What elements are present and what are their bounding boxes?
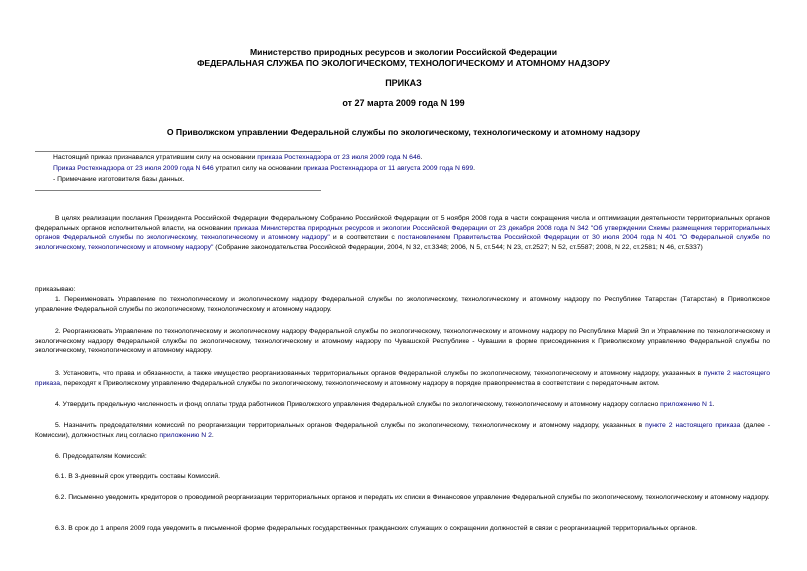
note-divider-top [35,151,321,152]
clause-text: , переходят к Приволжскому управлению Федеральной службы по экологическому, технологическому и атомному надзору в порядке правопреемства в соответствии с передаточным актом. [59,379,660,387]
note-link-order-699[interactable]: приказа Ростехнадзора от 11 августа 2009 года N 699 [303,165,474,172]
document-subject: О Приволжском управлении Федеральной службы по экологическому, технологическому и атомному надзору [166,127,641,137]
ministry-name: Министерство природных ресурсов и экологии Российской Федерации [250,47,557,57]
document-date: от 27 марта 2009 года N 199 [342,98,465,108]
clause-text: . [211,431,214,439]
link-clause-2-b[interactable]: пункте 2 настоящего приказа [645,422,741,429]
note-text: утратил силу на основании [213,165,304,172]
clause-6-1: 6.1. В 3-дневный срок утвердить составы Комиссий. [55,473,221,480]
clause-6: 6. Председателям Комиссий: [55,453,147,460]
note-line-1 [53,153,422,163]
note-divider-bottom [35,190,321,191]
note-link-order-646[interactable]: приказа Ростехнадзора от 23 июля 2009 года N 646 [257,154,421,161]
link-clause-2[interactable]: пункте 2 настоящего приказа [35,370,770,387]
clause-4 [35,400,770,410]
clause-text: . [712,401,715,408]
note-text: Настоящий приказ признавался утратившим силу на основании [53,154,258,161]
link-appendix-2[interactable]: приложению N 2 [159,431,212,439]
clause-3 [35,369,770,388]
note-punct: . [420,154,423,161]
clause-2: 2. Реорганизовать Управление по технологическому и экологическому надзору Федеральной службы по экологическому, технологическому и атомному надзору по Республике Марий Эл и Управление по технологическому и экологическому надзору Федеральной службы по экологическому, технологическому и атомному надзору по Чувашской Республике - Чувашии в форме присоединения к Приволжскому управлению Федеральной службы по экологическому, технологическому и атомному надзору. [35,328,770,354]
note-line-3: - Примечание изготовителя базы данных. [53,176,185,183]
intro-text: В целях реализации послания Президента Российской Федерации Федеральному Собранию Российской Федерации от 5 ноября 2008 года в части сокращения числа и оптимизации деятельности территориальных органов федеральных органов исполнительной власти, на основании [35,215,770,232]
clause-1: 1. Переименовать Управление по технологическому и экологическому надзору Федеральной службы по экологическому, технологическому и атомному надзору по Республике Татарстан (Татарстан) в Приволжское управление Федеральной службы по экологическому, технологическому и атомному надзору. [35,296,770,313]
document-type: ПРИКАЗ [385,78,422,88]
intro-paragraph [35,214,770,252]
note-line-2 [53,164,475,174]
link-ministry-order-342[interactable]: приказа Министерства природных ресурсов и экологии Российской Федерации от 23 декабря 2008 года N 342 "Об утверждении Схемы размещения территориальных органов Федеральной службы по экологическому, технологическому и атомному надзору" [35,224,770,241]
link-government-decree-401[interactable]: постановлением Правительства Российской Федерации от 30 июля 2004 года N 401 "О Федеральной службе по экологическому, технологическому и атомному надзору" [35,234,770,251]
clause-6-3: 6.3. В срок до 1 апреля 2009 года уведомить в письменной форме федеральных государственных гражданских служащих о сокращении должностей в связи с реорганизацией территориальных органов. [55,525,697,532]
clause-text: 3. Установить, что права и обязанности, а также имущество реорганизованных территориальных органов Федеральной службы по экологическому, технологическому и атомному надзору, указанных в [55,370,704,377]
clause-text: 5. Назначить председателями комиссий по реорганизации территориальных органов Федеральной службы по экологическому, технологическому и атомному надзору, указанных в [55,422,646,429]
clause-6-2: 6.2. Письменно уведомить кредиторов о проводимой реорганизации территориальных органов и передать их списки в Финансовое управление Федеральной службы по экологическому, технологическому и атомному надзору. [55,494,770,501]
clause-5 [35,421,770,440]
intro-text: (Собрание законодательства Российской Федерации, 2004, N 32, ст.3348; 2006, N 5, ст.544; N 23, ст.2527; N 52, ст.5587; 2008, N 22, ст.2581; N 46, ст.5337) [213,243,703,251]
clause-text: 4. Утвердить предельную численность и фонд оплаты труда работников Приволжского управления Федеральной службы по экологическому, технологическому и атомному надзору согласно [55,401,661,408]
note-link-order-646-b[interactable]: Приказ Ростехнадзора от 23 июля 2009 года N 646 [53,165,214,172]
service-name: ФЕДЕРАЛЬНАЯ СЛУЖБА ПО ЭКОЛОГИЧЕСКОМУ, ТЕХНОЛОГИЧЕСКОМУ И АТОМНОМУ НАДЗОРУ [197,58,610,68]
note-punct: . [473,165,475,172]
order-word: приказываю: [35,286,76,293]
intro-text: и в соответствии с [329,234,398,241]
clause-text: (далее - Комиссии), должностных лиц согласно [35,422,771,439]
link-appendix-1[interactable]: приложению N 1 [660,401,713,408]
